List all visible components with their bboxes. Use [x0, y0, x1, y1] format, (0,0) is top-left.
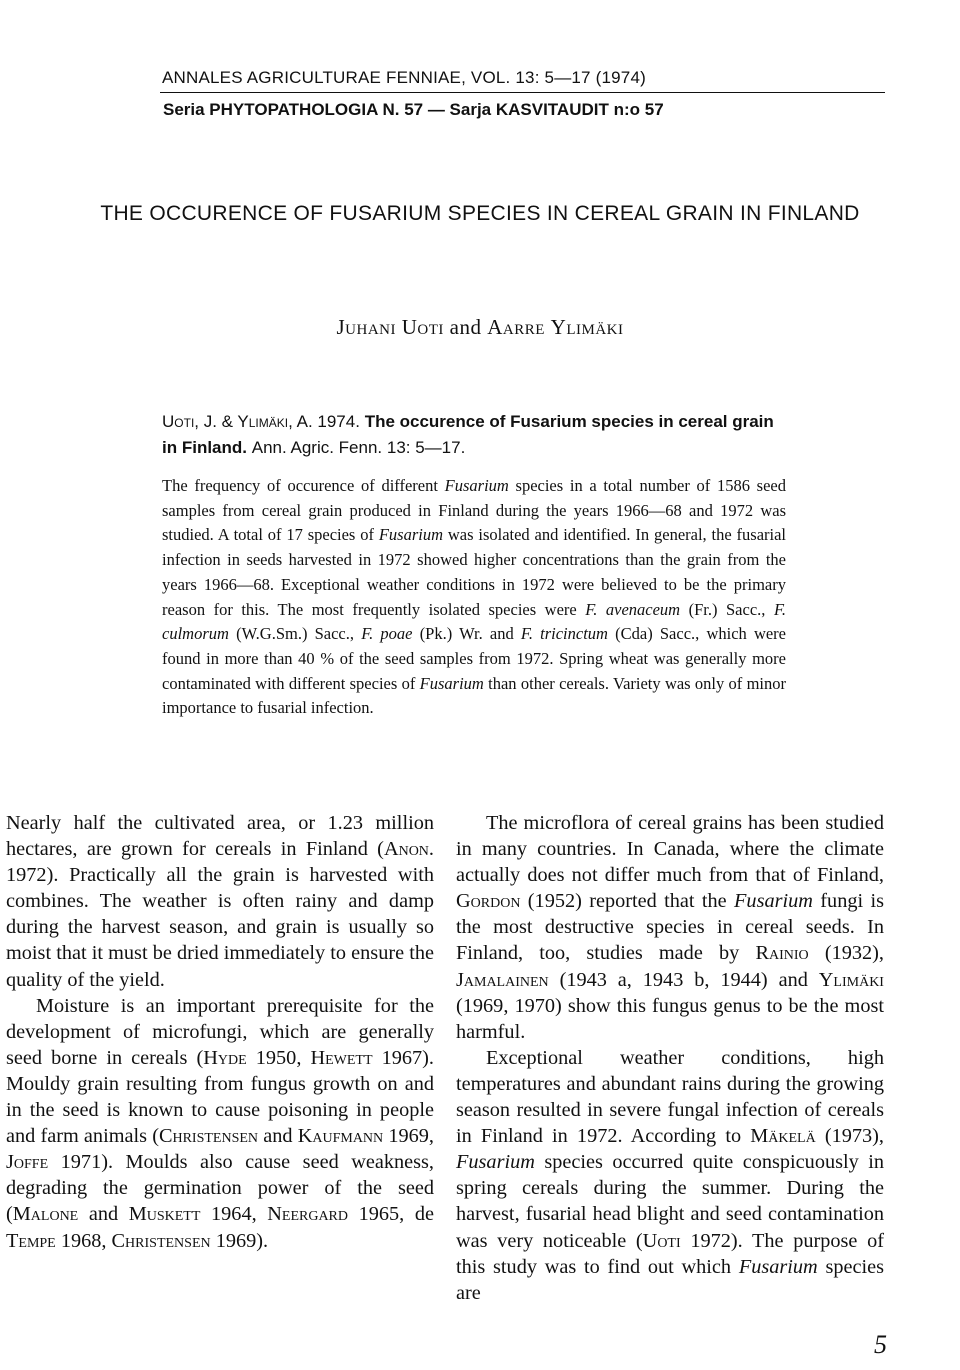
- body-column-right: [456, 810, 884, 1306]
- body-column-left: [6, 810, 434, 1254]
- body-text: 1964,: [211, 1203, 257, 1226]
- body-paragraph: [6, 993, 434, 1254]
- body-text: species occurred quite conspicuously in spring cereals during the summer. During the harvest, fusarial head blight and seed contamination was very noticeable (: [456, 1151, 884, 1252]
- body-text: 1965, de: [358, 1203, 434, 1226]
- species-authority: (W.G.Sm.) Sacc.,: [236, 624, 355, 644]
- reference-author: Hyde: [203, 1046, 247, 1069]
- reference-author: Ylimäki: [818, 968, 884, 991]
- authors-conjunction: and: [449, 315, 482, 339]
- body-text: 1971). Moulds also cause seed weakness, degrading the germination power of the seed (: [6, 1151, 434, 1226]
- genus-name: Fusarium: [734, 890, 813, 913]
- citation-source: Ann. Agric. Fenn. 13: 5—17.: [251, 438, 466, 457]
- reference-author: Christensen: [158, 1125, 259, 1148]
- reference-author: Rainio: [755, 942, 809, 965]
- species-authority: (Fr.) Sacc.,: [688, 599, 766, 619]
- body-paragraph: [456, 810, 884, 1045]
- reference-author: Malone: [12, 1203, 79, 1226]
- reference-author: Mäkelä: [750, 1125, 816, 1148]
- reference-author: Joffe: [6, 1151, 49, 1174]
- reference-author: Hewett: [310, 1046, 373, 1069]
- abstract-genus: Fusarium: [419, 673, 484, 693]
- species-name: F. culmorum: [162, 599, 787, 644]
- abstract-text: The frequency of occurence of different: [162, 476, 438, 495]
- body-text: and: [88, 1203, 119, 1226]
- body-text: (1952) reported that the: [527, 890, 727, 913]
- reference-author: Gordon: [456, 890, 521, 913]
- abstract-genus: Fusarium: [378, 525, 443, 545]
- abstract-text: than other cereals. Variety was only of minor importance to fusarial infection.: [162, 673, 787, 718]
- body-text: (1969, 1970) show this fungus genus to be the most harmful.: [456, 994, 884, 1043]
- body-paragraph: [456, 1045, 884, 1306]
- citation-title: The occurence of Fusarium species in cereal grain in Finland.: [162, 412, 774, 457]
- body-text: and: [263, 1125, 293, 1148]
- body-text: Moisture is an important prerequisite for the development of microfungi, which are generally seed borne in cereals (: [6, 994, 434, 1069]
- species-name: F. poae: [361, 624, 413, 644]
- header-rule: [160, 92, 885, 93]
- reference-author: Jamalainen: [456, 968, 549, 991]
- abstract-text: species in a total number of 1586 seed samples from cereal grain produced in Finland during the years 1966—68 and 1972 was studied. A total of 17 species of: [162, 476, 787, 545]
- reference-author: Christensen: [111, 1229, 211, 1252]
- body-text: species are: [456, 1255, 885, 1304]
- citation: [162, 409, 786, 461]
- citation-lead: Uoti, J. & Ylimäki, A. 1974.: [162, 412, 360, 431]
- authors: [0, 315, 960, 340]
- reference-author: Muskett: [128, 1203, 201, 1226]
- species-name: F. avenaceum: [585, 599, 681, 619]
- abstract-paragraph: [162, 474, 786, 721]
- author-1-last: Uoti: [401, 315, 444, 339]
- body-text: (1943 a, 1943 b, 1944) and: [559, 968, 808, 991]
- author-2-first: Aarre: [487, 315, 545, 339]
- body-text: (1973),: [824, 1125, 884, 1148]
- reference-author: Kaufmann: [297, 1125, 384, 1148]
- reference-author: Anon.: [383, 838, 434, 861]
- article-title: THE OCCURENCE OF FUSARIUM SPECIES IN CEREAL GRAIN IN FINLAND: [100, 202, 860, 225]
- body-text: The microflora of cereal grains has been studied in many countries. In Canada, where the climate actually does not differ much from that of Finland,: [456, 812, 884, 887]
- species-authority: (Cda) Sacc.,: [615, 624, 700, 644]
- abstract-text: which were found in more than 40 % of the seed samples from 1972. Spring wheat was generally more contaminated with different species of: [162, 624, 787, 693]
- body-text: 1968,: [60, 1229, 107, 1252]
- species-name: F. tricinctum: [520, 624, 608, 644]
- body-text: 1950,: [255, 1046, 302, 1069]
- body-text: Nearly half the cultivated area, or 1.23 million hectares, are grown for cereals in Finland (: [6, 812, 434, 861]
- page-number: 5: [874, 1330, 887, 1359]
- body-text: 1972). Practically all the grain is harvested with combines. The weather is often rainy and damp during the harvest season, and grain is usually so moist that it must be dried immediately to ensure the quality of the yield.: [6, 864, 434, 991]
- body-text: fungi is the most destructive species in cereal seeds. In Finland, too, studies made by: [456, 890, 884, 965]
- body-text: 1972). The purpose of this study was to find out which: [456, 1229, 884, 1278]
- body-text: 1967). Mouldy grain resulting from fungus growth on and in the seed is known to cause poisoning in people and farm animals (: [6, 1046, 434, 1148]
- reference-author: Neergard: [267, 1203, 349, 1226]
- body-text: 1969).: [215, 1229, 269, 1252]
- abstract-text: was isolated and identified. In general, the fusarial infection in seeds harvested in 1972 showed higher concentrations than the grain from the years 1966—68. Exceptional weather conditions in 1972 were believed to be the primary reason for this. The most frequently isolated species were: [162, 525, 787, 619]
- genus-name: Fusarium: [738, 1255, 818, 1278]
- reference-author: Tempe: [6, 1229, 56, 1252]
- reference-author: Uoti: [642, 1229, 681, 1252]
- genus-name: Fusarium: [456, 1151, 535, 1174]
- species-authority: (Pk.) Wr. and: [419, 624, 514, 644]
- body-text: 1969,: [388, 1125, 434, 1148]
- author-2-last: Ylimäki: [550, 315, 624, 339]
- author-1-first: Juhani: [336, 315, 396, 339]
- abstract-genus: Fusarium: [444, 476, 509, 495]
- body-text: Exceptional weather conditions, high temperatures and abundant rains during the growing season resulted in severe fungal infection of cereals in Finland in 1972. According to: [456, 1046, 884, 1148]
- body-text: (1932),: [824, 942, 884, 965]
- series-line: Seria PHYTOPATHOLOGIA N. 57 — Sarja KASVITAUDIT n:o 57: [163, 100, 664, 119]
- body-paragraph: [6, 810, 434, 993]
- journal-header: ANNALES AGRICULTURAE FENNIAE, VOL. 13: 5—17 (1974): [162, 68, 646, 87]
- abstract: [162, 474, 786, 721]
